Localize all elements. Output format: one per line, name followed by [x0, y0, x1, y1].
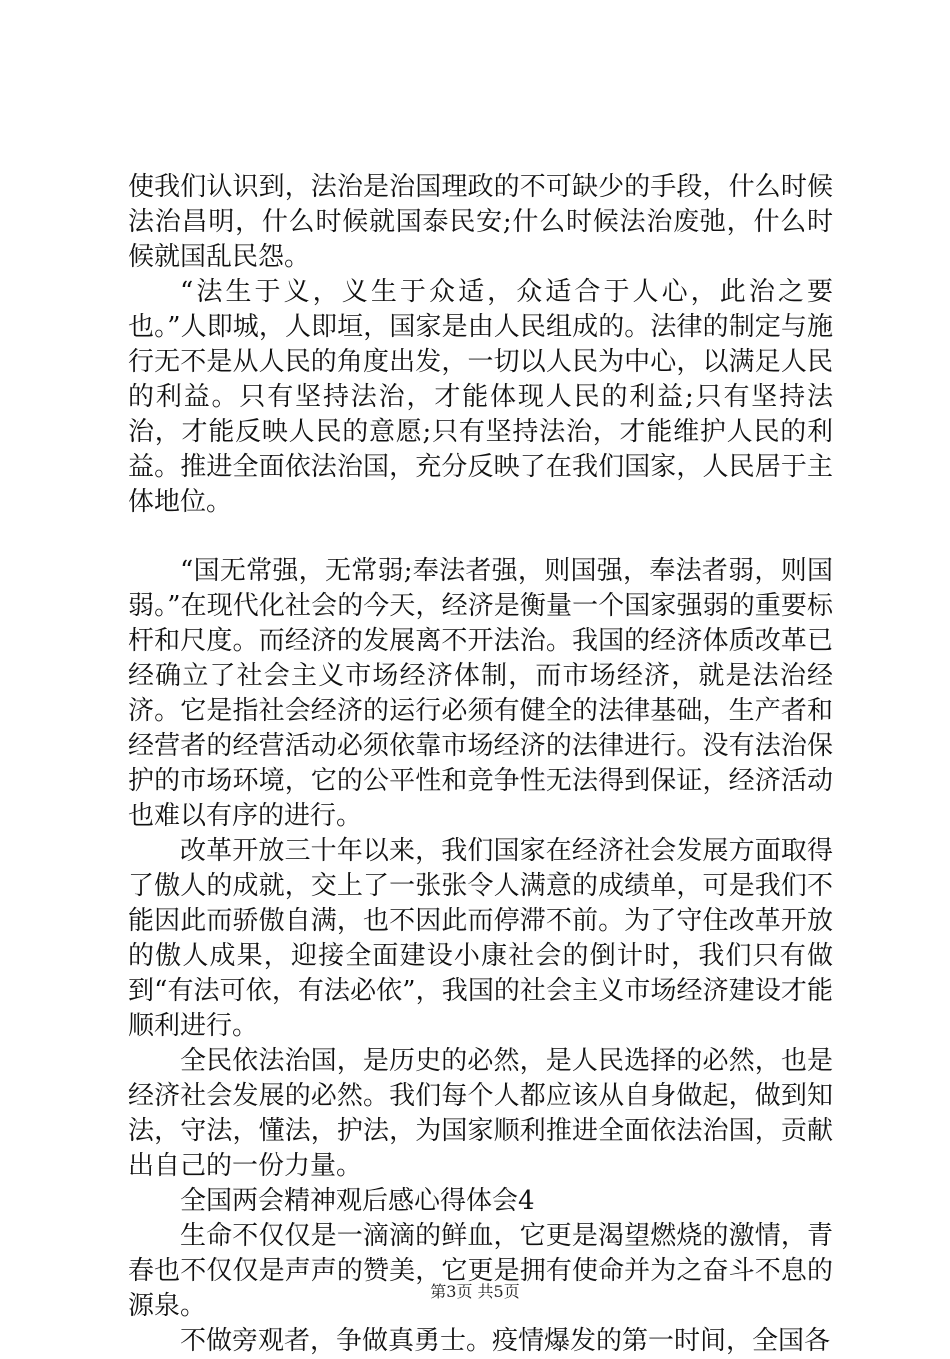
paragraph: 不做旁观者，争做真勇士。疫情爆发的第一时间，全国各: [180, 1326, 831, 1356]
body-text: [128, 170, 833, 1359]
paragraph: 生命不仅仅是一滴滴的鲜血，它更是渴望燃烧的激情，青春也不仅仅是声声的赞美，它更是拥有使命并为之奋斗不息的源泉。: [128, 1221, 833, 1321]
section-heading: 全国两会精神观后感心得体会4: [180, 1186, 535, 1216]
page-footer: 第3页 共5页: [430, 1282, 520, 1301]
paragraph-continuation: 使我们认识到，法治是治国理政的不可缺少的手段，什么时候法治昌明，什么时候就国泰民安;什么时候法治废弛，什么时候就国乱民怨。: [128, 172, 833, 272]
paragraph-gap: [128, 520, 833, 554]
paragraph: 全民依法治国，是历史的必然，是人民选择的必然，也是经济社会发展的必然。我们每个人都应该从自身做起，做到知法，守法，懂法，护法，为国家顺利推进全面依法治国，贡献出自己的一份力量。: [128, 1046, 833, 1181]
paragraph: “法生于义，义生于众适，众适合于人心，此治之要也。”人即城，人即垣，国家是由人民组成的。法律的制定与施行无不是从人民的角度出发，一切以人民为中心，以满足人民的利益。只有坚持法治，才能体现人民的利益;只有坚持法治，才能反映人民的意愿;只有坚持法治，才能维护人民的利益。推进全面依法治国，充分反映了在我们国家，人民居于主体地位。: [128, 277, 833, 517]
paragraph: “国无常强，无常弱;奉法者强，则国强，奉法者弱，则国弱。”在现代化社会的今天，经济是衡量一个国家强弱的重要标杆和尺度。而经济的发展离不开法治。我国的经济体质改革已经确立了社会主义市场经济体制，而市场经济，就是法治经济。它是指社会经济的运行必须有健全的法律基础，生产者和经营者的经营活动必须依靠市场经济的法律进行。没有法治保护的市场环境，它的公平性和竞争性无法得到保证，经济活动也难以有序的进行。: [128, 556, 833, 831]
paragraph: 改革开放三十年以来，我们国家在经济社会发展方面取得了傲人的成就，交上了一张张令人满意的成绩单，可是我们不能因此而骄傲自满，也不因此而停滞不前。为了守住改革开放的傲人成果，迎接全面建设小康社会的倒计时，我们只有做到“有法可依，有法必依”，我国的社会主义市场经济建设才能顺利进行。: [128, 836, 833, 1041]
